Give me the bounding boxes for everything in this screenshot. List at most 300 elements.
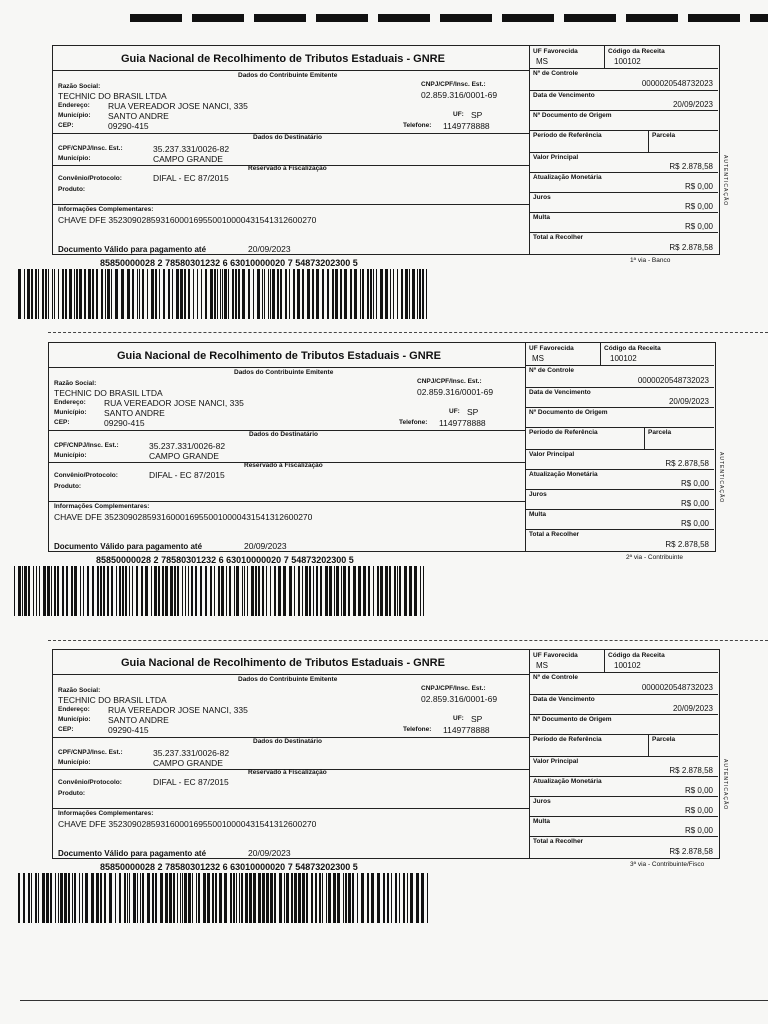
label-periodo: Período de Referência <box>533 132 602 139</box>
barcode-bar <box>421 873 424 923</box>
label-produto: Produto: <box>58 790 86 797</box>
barcode-bar <box>111 566 113 616</box>
label-produto: Produto: <box>58 186 86 193</box>
barcode-bar <box>404 566 407 616</box>
barcode-bar <box>172 269 173 319</box>
barcode-bar <box>145 566 148 616</box>
label-total: Total a Recolher <box>529 531 580 538</box>
label-juros: Juros <box>533 798 551 805</box>
label-uf: UF: <box>453 715 464 722</box>
section-destinatario: Dados do Destinatário <box>249 431 318 438</box>
barcode-bar <box>268 269 269 319</box>
barcode-bar <box>170 566 173 616</box>
barcode-bar <box>221 566 224 616</box>
barcode-bar <box>370 269 372 319</box>
barcode-bar <box>154 566 157 616</box>
autenticacao-side-text: AUTENTICAÇÃO <box>722 155 728 207</box>
barcode-bar <box>103 566 105 616</box>
section-emitente: Dados do Contribuinte Emitente <box>238 72 338 79</box>
gnre-slip <box>48 342 724 552</box>
barcode-bar <box>336 566 339 616</box>
vencimento: 20/09/2023 <box>672 100 713 109</box>
label-atualizacao: Atualização Monetária <box>533 174 602 181</box>
label-valido: Documento Válido para pagamento até <box>58 849 207 858</box>
section-fiscalizacao: Reservado à Fiscalização <box>248 165 327 172</box>
left-panel <box>52 45 530 255</box>
via-label: 2ª via - Contribuinte <box>626 554 683 561</box>
barcode-bar <box>192 873 193 923</box>
label-cod-receita: Código da Receita <box>604 345 661 352</box>
barcode-bar <box>322 269 324 319</box>
barcode-bar <box>377 873 380 923</box>
barcode-bar <box>350 269 352 319</box>
barcode <box>14 566 424 616</box>
barcode-bar <box>71 566 73 616</box>
gnre-slip <box>52 649 728 859</box>
barcode-bar <box>39 566 40 616</box>
uf-favorecida: MS <box>536 57 548 66</box>
barcode-bar <box>274 566 276 616</box>
barcode-bar <box>393 269 394 319</box>
atualizacao: R$ 0,00 <box>680 479 709 488</box>
barcode-bar <box>24 566 27 616</box>
section-destinatario: Dados do Destinatário <box>253 738 322 745</box>
label-multa: Multa <box>533 214 550 221</box>
barcode-bar <box>335 269 338 319</box>
valido-ate: 20/09/2023 <box>244 541 287 551</box>
barcode-bar <box>420 566 421 616</box>
barcode-bar <box>409 566 412 616</box>
municipio: SANTO ANDRE <box>108 715 169 725</box>
barcode-bar <box>142 873 144 923</box>
total: R$ 2.878,58 <box>669 243 713 252</box>
barcode-bar <box>177 873 178 923</box>
label-municipio: Município: <box>54 409 87 416</box>
barcode-bar <box>173 873 175 923</box>
barcode-bar <box>184 873 187 923</box>
slip-title: Guia Nacional de Recolhimento de Tributos Estaduais - GNRE <box>117 350 441 362</box>
barcode-bar <box>363 566 366 616</box>
barcode-bar <box>62 269 64 319</box>
barcode-bar <box>35 269 37 319</box>
barcode-bar <box>51 566 52 616</box>
barcode-bar <box>409 269 410 319</box>
label-uf: UF: <box>449 408 460 415</box>
barcode-bar <box>18 873 20 923</box>
label-municipio: Município: <box>58 112 91 119</box>
barcode-bar <box>247 566 248 616</box>
barcode-bar <box>232 269 234 319</box>
barcode-bar <box>100 566 102 616</box>
section-emitente: Dados do Contribuinte Emitente <box>234 369 334 376</box>
barcode-bar <box>270 269 271 319</box>
barcode-bar <box>305 566 308 616</box>
uf-favorecida: MS <box>532 354 544 363</box>
barcode-bar <box>390 269 391 319</box>
via-label: 3ª via - Contribuinte/Fisco <box>630 861 705 868</box>
label-dest-cpf: CPF/CNPJ/Insc. Est.: <box>58 145 123 152</box>
barcode-bar <box>229 566 231 616</box>
valor-principal: R$ 2.878,58 <box>665 459 709 468</box>
barcode-bar <box>426 269 427 319</box>
barcode-bar <box>137 873 138 923</box>
info-complementares: CHAVE DFE 35230902859316000169550010000431541312600270 <box>58 215 317 225</box>
barcode-bar <box>427 873 428 923</box>
label-cep: CEP: <box>58 122 74 129</box>
label-juros: Juros <box>533 194 551 201</box>
barcode-bar <box>210 566 212 616</box>
barcode-bar <box>72 873 73 923</box>
barcode-bar <box>74 566 77 616</box>
label-valido: Documento Válido para pagamento até <box>54 542 203 551</box>
barcode-bar <box>220 269 221 319</box>
right-panel <box>526 342 716 552</box>
barcode-bar <box>423 566 424 616</box>
via-label: 1ª via - Banco <box>630 257 671 264</box>
barcode-bar <box>101 269 103 319</box>
label-uf-favorecida: UF Favorecida <box>533 652 578 659</box>
dest-municipio: CAMPO GRANDE <box>153 758 223 768</box>
barcode-bar <box>132 566 133 616</box>
label-vencimento: Data de Vencimento <box>529 389 591 396</box>
barcode <box>18 873 428 923</box>
barcode-bar <box>283 566 286 616</box>
barcode-bar <box>54 269 55 319</box>
barcode-bar <box>249 873 252 923</box>
juros: R$ 0,00 <box>680 499 709 508</box>
label-razao-social: Razão Social: <box>58 687 101 694</box>
dest-cpf: 35.237.331/0026-82 <box>149 441 226 451</box>
barcode-bar <box>74 873 76 923</box>
label-uf-favorecida: UF Favorecida <box>533 48 578 55</box>
barcode-bar <box>24 269 25 319</box>
barcode-bar <box>343 873 344 923</box>
barcode-bar <box>309 566 311 616</box>
barcode-bar <box>92 566 94 616</box>
barcode-bar <box>127 269 130 319</box>
barcode-bar <box>80 566 81 616</box>
convenio: DIFAL - EC 87/2015 <box>153 777 229 787</box>
barcode-bar <box>119 566 121 616</box>
barcode-bar <box>414 566 417 616</box>
barcode-bar <box>205 566 207 616</box>
barcode-bar <box>389 566 391 616</box>
barcode-bar <box>289 566 292 616</box>
linha-digitavel: 85850000028 2 78580301232 6 63010000020 7 54873202300 5 <box>100 258 358 268</box>
label-parcela: Parcela <box>652 736 676 743</box>
razao-social: TECHNIC DO BRASIL LTDA <box>54 388 163 398</box>
label-convenio: Convênio/Protocolo: <box>58 175 122 182</box>
barcode-bar <box>151 566 152 616</box>
label-valor-principal: Valor Principal <box>533 154 579 161</box>
barcode-bar <box>58 873 59 923</box>
barcode-bar <box>140 873 141 923</box>
valor-principal: R$ 2.878,58 <box>669 162 713 171</box>
barcode-bar <box>253 269 254 319</box>
label-periodo: Período de Referência <box>529 429 598 436</box>
label-valor-principal: Valor Principal <box>529 451 575 458</box>
barcode-bar <box>33 566 34 616</box>
barcode-bar <box>22 566 23 616</box>
barcode-bar <box>419 269 421 319</box>
right-panel <box>530 45 720 255</box>
barcode-bar <box>57 566 59 616</box>
barcode-bar <box>377 566 379 616</box>
barcode-bar <box>410 873 413 923</box>
barcode-bar <box>160 873 163 923</box>
label-cod-receita: Código da Receita <box>608 652 665 659</box>
telefone: 1149778888 <box>443 121 490 131</box>
barcode-bar <box>87 566 89 616</box>
barcode-bar <box>385 269 388 319</box>
dest-cpf: 35.237.331/0026-82 <box>153 144 230 154</box>
valor-principal: R$ 2.878,58 <box>669 766 713 775</box>
barcode-bar <box>122 566 124 616</box>
barcode-bar <box>367 873 369 923</box>
barcode-bar <box>168 269 170 319</box>
barcode-bar <box>417 269 418 319</box>
barcode-bar <box>340 269 342 319</box>
barcode-bar <box>52 269 53 319</box>
autenticacao-side-text: AUTENTICAÇÃO <box>722 759 728 811</box>
barcode-bar <box>38 873 39 923</box>
barcode-bar <box>155 873 157 923</box>
barcode-bar <box>302 269 304 319</box>
barcode-bar <box>241 873 243 923</box>
vencimento: 20/09/2023 <box>668 397 709 406</box>
barcode-bar <box>264 269 265 319</box>
barcode-bar <box>368 566 370 616</box>
barcode-bar <box>180 269 183 319</box>
barcode <box>18 269 428 319</box>
barcode-bar <box>244 566 245 616</box>
barcode-bar <box>215 873 217 923</box>
barcode-bar <box>100 873 102 923</box>
barcode-bar <box>115 873 116 923</box>
barcode-bar <box>279 873 282 923</box>
label-controle: Nº de Controle <box>529 367 574 374</box>
barcode-bar <box>137 269 138 319</box>
barcode-bar <box>399 873 400 923</box>
barcode-bar <box>28 873 30 923</box>
barcode-bar <box>401 269 403 319</box>
slip-title: Guia Nacional de Recolhimento de Tributos Estaduais - GNRE <box>121 657 445 669</box>
barcode-bar <box>352 873 354 923</box>
barcode-bar <box>320 566 322 616</box>
razao-social: TECHNIC DO BRASIL LTDA <box>58 91 167 101</box>
barcode-bar <box>152 873 154 923</box>
label-cnpj: CNPJ/CPF/Insc. Est.: <box>417 378 482 385</box>
barcode-bar <box>107 269 110 319</box>
label-multa: Multa <box>529 511 546 518</box>
barcode-bar <box>147 269 148 319</box>
barcode-bar <box>14 566 15 616</box>
barcode-bar <box>315 873 317 923</box>
barcode-bar <box>236 566 239 616</box>
barcode-bar <box>251 566 254 616</box>
controle: 0000020548732023 <box>637 376 709 385</box>
vencimento: 20/09/2023 <box>672 704 713 713</box>
cod-receita: 100102 <box>614 57 641 66</box>
barcode-bar <box>69 269 72 319</box>
label-telefone: Telefone: <box>403 122 432 129</box>
endereco: RUA VEREADOR JOSE NANCI, 335 <box>104 398 244 408</box>
label-dest-municipio: Município: <box>58 759 91 766</box>
barcode-bar <box>136 566 138 616</box>
barcode-bar <box>196 873 197 923</box>
valido-ate: 20/09/2023 <box>248 244 291 254</box>
label-doc-origem: Nº Documento de Origem <box>529 409 608 416</box>
atualizacao: R$ 0,00 <box>684 182 713 191</box>
barcode-bar <box>257 269 260 319</box>
label-atualizacao: Atualização Monetária <box>529 471 598 478</box>
cep: 09290-415 <box>104 418 145 428</box>
barcode-bar <box>139 269 140 319</box>
label-municipio: Município: <box>58 716 91 723</box>
barcode-bar <box>234 566 235 616</box>
barcode-bar <box>28 566 30 616</box>
cut-line <box>48 640 768 641</box>
label-dest-cpf: CPF/CNPJ/Insc. Est.: <box>58 749 123 756</box>
barcode-bar <box>201 269 202 319</box>
endereco: RUA VEREADOR JOSE NANCI, 335 <box>108 101 248 111</box>
uf: SP <box>471 110 483 120</box>
label-cnpj: CNPJ/CPF/Insc. Est.: <box>421 81 486 88</box>
barcode-bar <box>97 566 99 616</box>
barcode-bar <box>121 269 124 319</box>
barcode-bar <box>142 269 144 319</box>
gnre-slip <box>52 45 728 255</box>
barcode-bar <box>362 269 364 319</box>
label-periodo: Período de Referência <box>533 736 602 743</box>
barcode-bar <box>238 269 240 319</box>
barcode-bar <box>233 873 235 923</box>
barcode-bar <box>373 269 374 319</box>
barcode-bar <box>239 873 240 923</box>
barcode-bar <box>177 566 179 616</box>
barcode-bar <box>115 269 118 319</box>
barcode-bar <box>109 873 112 923</box>
barcode-bar <box>158 566 160 616</box>
info-complementares: CHAVE DFE 35230902859316000169550010000431541312600270 <box>58 819 317 829</box>
barcode-bar <box>74 269 75 319</box>
barcode-bar <box>68 873 70 923</box>
barcode-bar <box>344 269 347 319</box>
barcode-bar <box>293 269 295 319</box>
barcode-bar <box>312 269 314 319</box>
barcode-bar <box>195 566 197 616</box>
juros: R$ 0,00 <box>684 806 713 815</box>
barcode-bar <box>242 269 245 319</box>
barcode-bar <box>376 269 377 319</box>
barcode-bar <box>129 566 130 616</box>
barcode-bar <box>182 566 183 616</box>
dest-municipio: CAMPO GRANDE <box>153 154 223 164</box>
barcode-bar <box>60 873 63 923</box>
convenio: DIFAL - EC 87/2015 <box>149 470 225 480</box>
barcode-bar <box>262 566 264 616</box>
barcode-bar <box>407 873 408 923</box>
slip-title: Guia Nacional de Recolhimento de Tributos Estaduais - GNRE <box>121 53 445 65</box>
telefone: 1149778888 <box>443 725 490 735</box>
label-vencimento: Data de Vencimento <box>533 92 595 99</box>
barcode-bar <box>395 873 397 923</box>
barcode-bar <box>83 566 84 616</box>
barcode-bar <box>354 269 357 319</box>
section-fiscalizacao: Reservado à Fiscalização <box>248 769 327 776</box>
barcode-bar <box>43 566 46 616</box>
label-cnpj: CNPJ/CPF/Insc. Est.: <box>421 685 486 692</box>
barcode-bar <box>132 269 134 319</box>
multa: R$ 0,00 <box>684 222 713 231</box>
barcode-bar <box>383 873 385 923</box>
label-atualizacao: Atualização Monetária <box>533 778 602 785</box>
barcode-bar <box>27 269 30 319</box>
barcode-bar <box>46 873 49 923</box>
label-total: Total a Recolher <box>533 234 584 241</box>
label-produto: Produto: <box>54 483 82 490</box>
barcode-bar <box>397 566 398 616</box>
barcode-bar <box>258 566 260 616</box>
barcode-bar <box>65 269 67 319</box>
label-doc-origem: Nº Documento de Origem <box>533 112 612 119</box>
label-info: Informações Complementares: <box>54 503 150 510</box>
top-edge-bars <box>130 14 768 22</box>
barcode-bar <box>200 566 202 616</box>
barcode-bar <box>226 566 227 616</box>
barcode-bar <box>236 873 237 923</box>
barcode-bar <box>31 269 33 319</box>
label-dest-municipio: Município: <box>54 452 87 459</box>
barcode-bar <box>391 873 392 923</box>
barcode-bar <box>302 873 305 923</box>
multa: R$ 0,00 <box>684 826 713 835</box>
barcode-bar <box>62 566 64 616</box>
barcode-bar <box>277 269 279 319</box>
label-endereco: Endereço: <box>58 706 90 713</box>
barcode-bar <box>79 873 80 923</box>
barcode-bar <box>373 566 374 616</box>
barcode-bar <box>42 873 45 923</box>
barcode-bar <box>270 873 273 923</box>
barcode-bar <box>345 873 347 923</box>
label-endereco: Endereço: <box>58 102 90 109</box>
barcode-bar <box>357 873 358 923</box>
label-dest-cpf: CPF/CNPJ/Insc. Est.: <box>54 442 119 449</box>
barcode-bar <box>188 566 189 616</box>
endereco: RUA VEREADOR JOSE NANCI, 335 <box>108 705 248 715</box>
barcode-bar <box>45 269 47 319</box>
barcode-bar <box>212 873 214 923</box>
label-controle: Nº de Controle <box>533 674 578 681</box>
barcode-bar <box>224 269 227 319</box>
left-panel <box>52 649 530 859</box>
barcode-bar <box>387 873 389 923</box>
barcode-bar <box>285 269 287 319</box>
barcode-bar <box>327 269 329 319</box>
linha-digitavel: 85850000028 2 78580301232 6 63010000020 7 54873202300 5 <box>96 555 354 565</box>
barcode-bar <box>245 873 248 923</box>
barcode-bar <box>242 566 243 616</box>
barcode-bar <box>341 566 342 616</box>
barcode-bar <box>184 269 186 319</box>
barcode-bar <box>155 269 157 319</box>
barcode-bar <box>329 566 332 616</box>
barcode-bar <box>210 269 213 319</box>
barcode-bar <box>422 269 424 319</box>
cep: 09290-415 <box>108 121 149 131</box>
barcode-bar <box>248 269 250 319</box>
